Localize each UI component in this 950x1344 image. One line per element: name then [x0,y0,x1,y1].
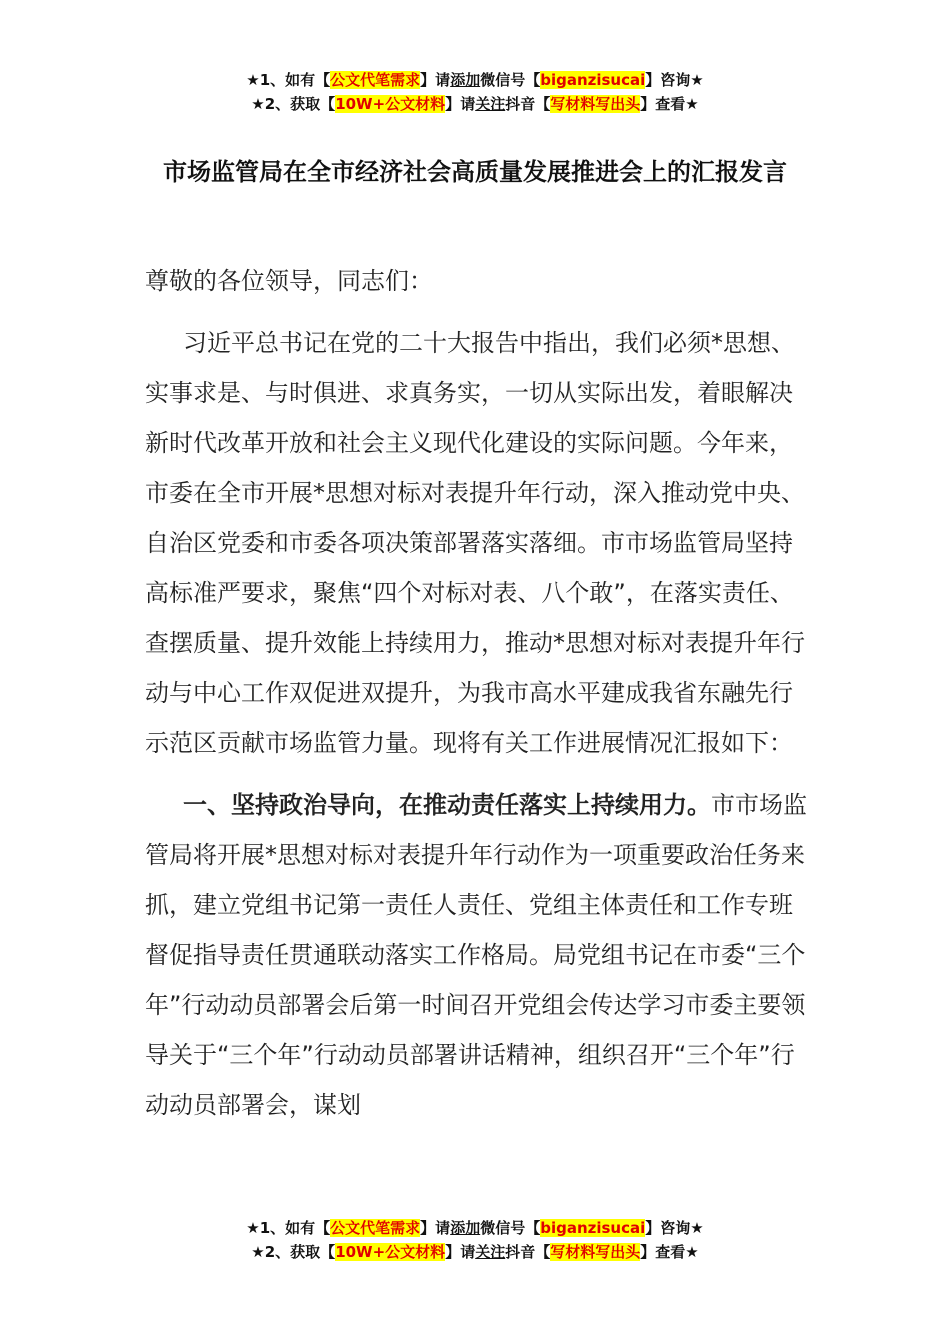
banner-text: ★1、如有【 [246,71,331,89]
banner-line-2 [0,92,950,116]
banner-highlight: 10W+公文材料 [335,1243,446,1261]
footer-banner [0,1216,950,1264]
banner-highlight: 公文代笔需求 [330,71,421,89]
document-body [145,256,810,1142]
banner-text: 】请 [420,71,451,89]
banner-wechat-id: biganzisucai [540,71,646,89]
banner-text: 微信号【 [480,71,541,89]
banner-text: ★1、如有【 [246,1219,331,1237]
banner-text: 】请 [445,95,476,113]
banner-line-1 [0,1216,950,1240]
banner-highlight: 10W+公文材料 [335,95,446,113]
banner-text: ★2、获取【 [251,95,336,113]
banner-underline: 关注 [475,1243,506,1261]
banner-text: 抖音【 [505,95,551,113]
banner-text: ★2、获取【 [251,1243,336,1261]
banner-line-2 [0,1240,950,1264]
section-body: 市市场监管局将开展*思想对标对表提升年行动作为一项重要政治任务来抓，建立党组书记第一责任人责任、党组主体责任和工作专班督促指导责任贯通联动落实工作格局。局党组书记在市委“三个年”行动动员部署会后第一时间召开党组会传达学习市委主要领导关于“三个年”行动动员部署讲话精神，组织召开“三个年”行动动员部署会，谋划 [145,791,807,1119]
greeting: 尊敬的各位领导，同志们： [145,267,433,295]
paragraph-intro: 习近平总书记在党的二十大报告中指出，我们必须*思想、实事求是、与时俱进、求真务实，一切从实际出发，着眼解决新时代改革开放和社会主义现代化建设的实际问题。今年来，市委在全市开展*思想对标对表提升年行动，深入推动党中央、自治区党委和市委各项决策部署落实落细。市市场监管局坚持高标准严要求，聚焦“四个对标对表、八个敢”，在落实责任、查摆质量、提升效能上持续用力，推动*思想对标对表提升年行动与中心工作双促进双提升，为我市高水平建成我省东融先行示范区贡献市场监管力量。现将有关工作进展情况汇报如下： [145,329,805,757]
banner-wechat-id: biganzisucai [540,1219,646,1237]
banner-text: 微信号【 [480,1219,541,1237]
banner-line-1 [0,68,950,92]
banner-text: 】请 [445,1243,476,1261]
banner-underline: 添加 [450,71,481,89]
banner-douyin-id: 写材料写出头 [550,95,641,113]
banner-douyin-id: 写材料写出头 [550,1243,641,1261]
banner-text: 抖音【 [505,1243,551,1261]
banner-underline: 关注 [475,95,506,113]
banner-underline: 添加 [450,1219,481,1237]
banner-text: 】咨询★ [645,71,704,89]
header-banner [0,68,950,116]
banner-text: 】请 [420,1219,451,1237]
paragraph-section-1 [145,780,810,1130]
banner-text: 】查看★ [640,95,699,113]
banner-text: 】咨询★ [645,1219,704,1237]
banner-text: 】查看★ [640,1243,699,1261]
banner-highlight: 公文代笔需求 [330,1219,421,1237]
document-title: 市场监管局在全市经济社会高质量发展推进会上的汇报发言 [163,158,787,186]
section-heading: 一、坚持政治导向，在推动责任落实上持续用力。 [183,791,711,819]
